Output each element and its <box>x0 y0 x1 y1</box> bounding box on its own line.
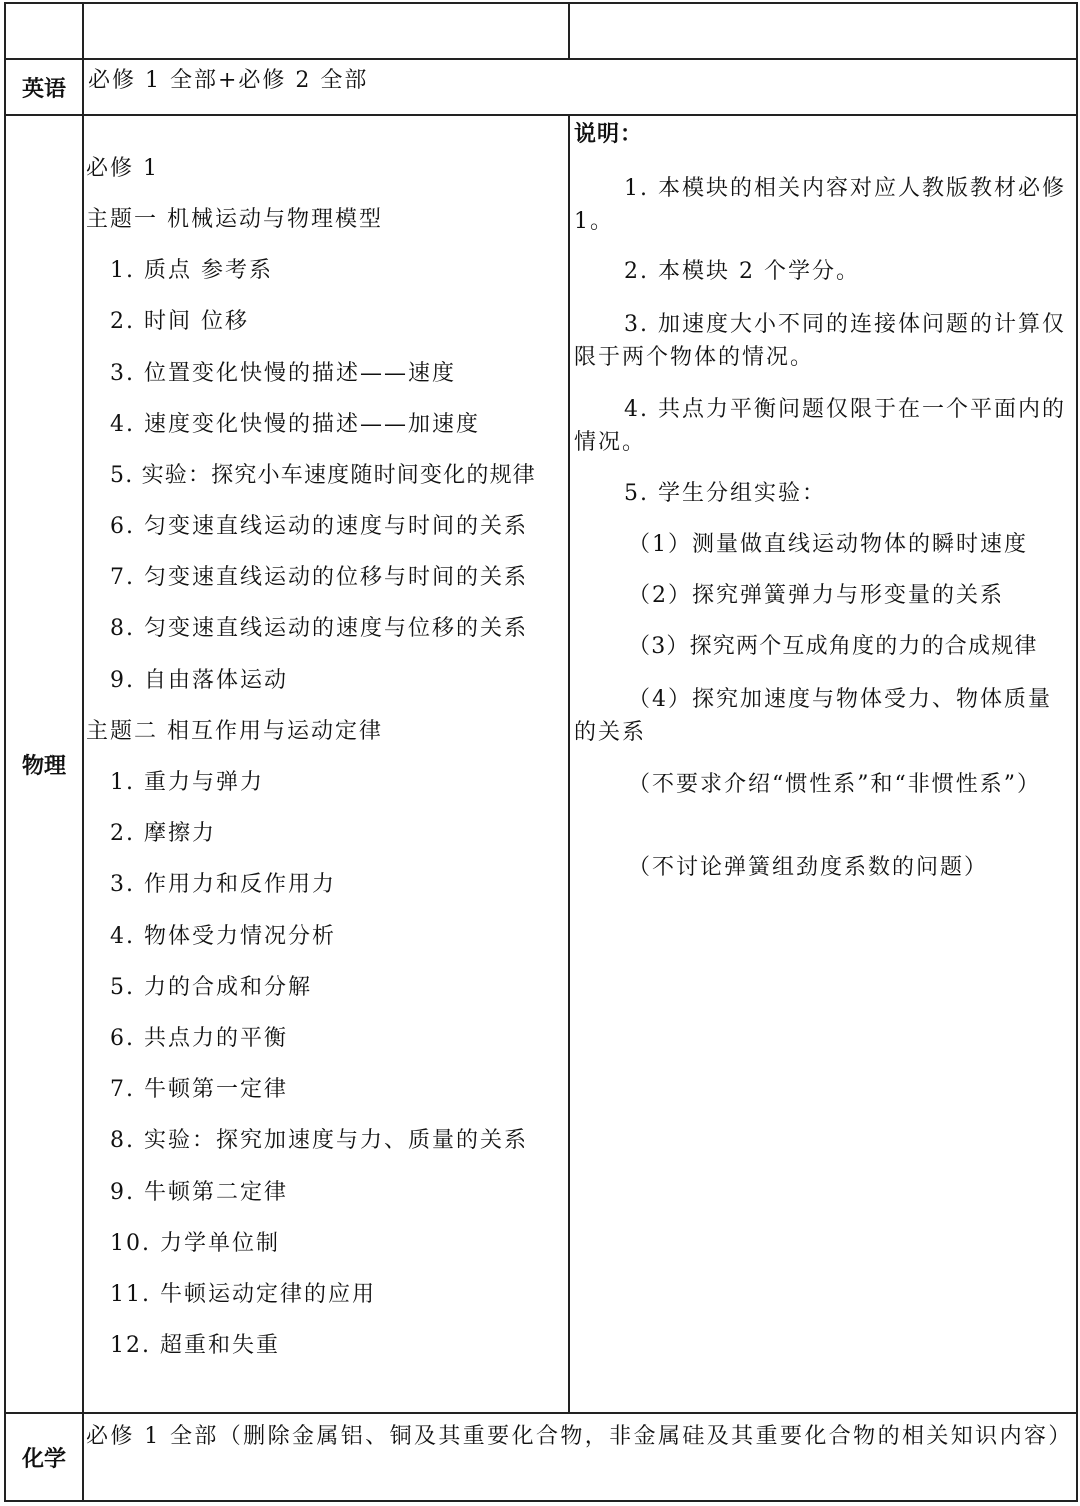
experiment-3: （3）探究两个互成角度的力的合成规律 <box>628 634 1038 659</box>
syllabus-table <box>4 2 1078 1502</box>
list-item: 4. 物体受力情况分析 <box>110 924 336 949</box>
chemistry-content-cell <box>82 1412 1078 1502</box>
list-item: 4. 速度变化快慢的描述——加速度 <box>110 412 480 437</box>
experiment-4: （4）探究加速度与物体受力、物体质量的关系 <box>574 687 1052 745</box>
chemistry-content-text: 必修 1 全部（删除金属铝、铜及其重要化合物，非金属硅及其重要化合物的相关知识内容） <box>86 1424 1073 1449</box>
physics-content-cell <box>82 114 570 1414</box>
chemistry-subject-cell <box>4 1412 84 1502</box>
note-1: 1. 本模块的相关内容对应人教版教材必修 1。 <box>574 176 1066 234</box>
remark-1: （不要求介绍“惯性系”和“非惯性系”） <box>628 772 1041 797</box>
experiment-1: （1）测量做直线运动物体的瞬时速度 <box>628 532 1028 557</box>
remark-2: （不讨论弹簧组劲度系数的问题） <box>628 855 989 880</box>
list-item: 12. 超重和失重 <box>110 1333 280 1358</box>
english-content-text: 必修 1 全部+必修 2 全部 <box>88 68 369 93</box>
list-item: 8. 匀变速直线运动的速度与位移的关系 <box>110 616 528 641</box>
english-content-cell <box>82 58 1078 116</box>
list-item: 5. 力的合成和分解 <box>110 975 312 1000</box>
list-item: 1. 质点 参考系 <box>110 258 273 283</box>
physics-theme-1-title: 主题一 机械运动与物理模型 <box>86 207 383 232</box>
list-item: 2. 时间 位移 <box>110 309 249 334</box>
top-row-content-cell <box>82 2 570 60</box>
english-subject-cell <box>4 58 84 116</box>
list-item: 3. 作用力和反作用力 <box>110 872 336 897</box>
chemistry-subject-label: 化学 <box>21 1446 66 1472</box>
physics-subject-cell <box>4 114 84 1414</box>
physics-subject-label: 物理 <box>21 753 66 779</box>
english-subject-label: 英语 <box>21 76 66 102</box>
physics-module-title: 必修 1 <box>86 156 159 181</box>
top-row-subject-cell <box>4 2 84 60</box>
list-item: 8. 实验：探究加速度与力、质量的关系 <box>110 1128 528 1153</box>
list-item: 5. 实验：探究小车速度随时间变化的规律 <box>110 463 536 488</box>
notes-heading: 说明： <box>574 122 644 147</box>
list-item: 9. 牛顿第二定律 <box>110 1180 288 1205</box>
list-item: 9. 自由落体运动 <box>110 668 288 693</box>
list-item: 6. 共点力的平衡 <box>110 1026 288 1051</box>
top-row-notes-cell <box>568 2 1078 60</box>
experiment-2: （2）探究弹簧弹力与形变量的关系 <box>628 583 1004 608</box>
note-4: 4. 共点力平衡问题仅限于在一个平面内的情况。 <box>574 397 1066 455</box>
note-3: 3. 加速度大小不同的连接体问题的计算仅限于两个物体的情况。 <box>574 312 1066 370</box>
list-item: 3. 位置变化快慢的描述——速度 <box>110 361 456 386</box>
note-5: 5. 学生分组实验： <box>624 481 826 506</box>
list-item: 11. 牛顿运动定律的应用 <box>110 1282 376 1307</box>
physics-notes-cell <box>568 114 1078 1414</box>
physics-theme-2-title: 主题二 相互作用与运动定律 <box>86 719 383 744</box>
list-item: 7. 匀变速直线运动的位移与时间的关系 <box>110 565 528 590</box>
list-item: 10. 力学单位制 <box>110 1231 280 1256</box>
list-item: 2. 摩擦力 <box>110 821 216 846</box>
list-item: 6. 匀变速直线运动的速度与时间的关系 <box>110 514 528 539</box>
list-item: 7. 牛顿第一定律 <box>110 1077 288 1102</box>
note-2: 2. 本模块 2 个学分。 <box>624 259 860 284</box>
list-item: 1. 重力与弹力 <box>110 770 264 795</box>
